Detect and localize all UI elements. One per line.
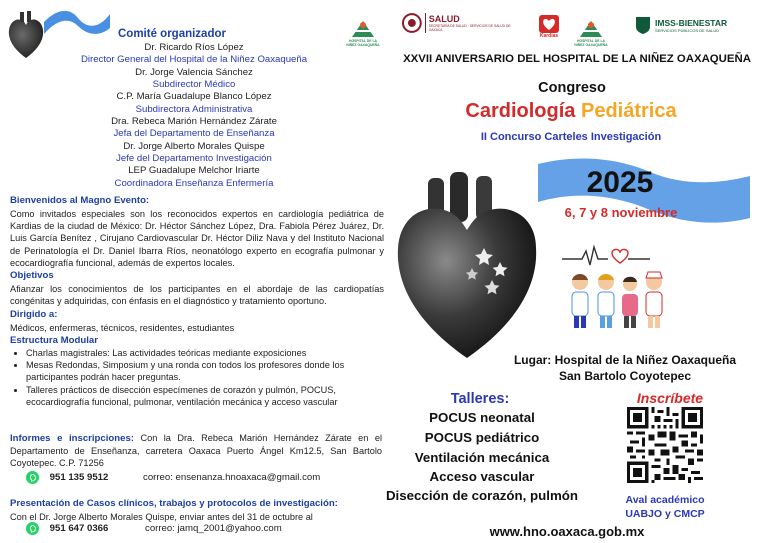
imss-title: IMSS-BIENESTAR xyxy=(655,17,728,28)
structure-item: • Mesas Redondas, Simposium y una ronda con todos los profesores donde los participantes podrán hacer preguntas. xyxy=(26,359,350,383)
member-name: Dr. Ricardo Ríos López xyxy=(144,42,244,53)
workshop-item: Disección de corazón, pulmón xyxy=(385,488,579,503)
workshop-item: Acceso vascular xyxy=(429,469,535,484)
member-role: Coordinadora Enseñanza Enfermería xyxy=(114,178,274,189)
member-role: Jefa del Departamento de Enseñanza xyxy=(113,128,275,139)
kardias-label: Kardias xyxy=(539,33,559,39)
info-email[interactable]: correo: ensenanza.hnoaxaca@gmail.com xyxy=(143,472,321,484)
register-label: Inscríbete xyxy=(636,390,704,406)
workshop-item: POCUS neonatal xyxy=(429,410,535,425)
objectives-title: Objetivos xyxy=(10,270,54,281)
structure-item: • Talleres prácticos de disección especímenes de corazón y pulmón, POCUS, ecocardiografía funcional, pulmonar, ventilación mecánica y acceso vascular xyxy=(26,384,350,408)
congress-label: Congreso xyxy=(538,80,606,96)
salud-subtitle: SECRETARÍA DE SALUD · SERVICIOS DE SALUD DE OAXACA xyxy=(428,24,511,32)
whatsapp-icon xyxy=(26,522,39,535)
imss-emblem-icon xyxy=(634,15,652,35)
audience-title: Dirigido a: xyxy=(10,309,58,320)
workshop-item: Ventilación mecánica xyxy=(414,450,550,465)
event-dates: 6, 7 y 8 noviembre xyxy=(564,205,678,220)
hospital-logo-2 xyxy=(574,12,608,52)
heart-sculpture-large xyxy=(392,170,542,360)
member-name: Dr. Jorge Alberto Morales Quispe xyxy=(123,141,265,152)
info-phone[interactable]: 951 135 9512 xyxy=(49,472,109,484)
objectives-text: Afianzar los conocimientos de los participantes en el abordaje de las cardiopatías congénitas y adquiridas, con énfasis en el diagnóstico y tratamiento oportuno. xyxy=(10,284,384,307)
info-block xyxy=(10,432,382,470)
event-title xyxy=(440,100,702,123)
whatsapp-icon xyxy=(26,471,39,484)
workshop-item: POCUS pediátrico xyxy=(424,430,540,445)
welcome-text: Como invitados especiales son los reconocidos expertos en cardiología pediátrica de Kardias de la ciudad de México: Dr. Héctor Sánchez López, Dra. Fabiola Pérez Juárez, Dr. Luis García Benítez , Cirujano Cardiovascular Dr. Héctor Diliz Nava y del Instituto Nacional de Perinatología el Dr. Daniel Ibarra Ríos, neonatólogo experto en ecografía pulmonar y ecocardiografía funcional, además de expertos locales. xyxy=(10,209,384,268)
member-name: Dra. Rebeca Marión Hernández Zárate xyxy=(111,116,277,127)
endorsement-line1: Aval académico xyxy=(625,494,705,506)
member-role: Jefe del Departamento Investigación xyxy=(116,153,272,164)
website-link[interactable]: www.hno.oaxaca.gob.mx xyxy=(489,524,645,539)
kardias-heart-icon xyxy=(539,15,559,33)
structure-title: Estructura Modular xyxy=(10,335,98,346)
hospital-logo xyxy=(346,12,380,52)
structure-item: • Charlas magistrales: Las actividades teóricas mediante exposiciones xyxy=(26,347,350,359)
salud-emblem-icon xyxy=(402,13,422,33)
event-title-part1: Cardiología xyxy=(465,100,576,122)
cases-email[interactable]: correo: jamq_2001@yahoo.com xyxy=(145,523,282,535)
member-name: LEP Guadalupe Melchor Iriarte xyxy=(128,165,260,176)
member-role: Subdirector Médico xyxy=(152,79,236,90)
welcome-title: Bienvenidos al Magno Evento: xyxy=(10,195,150,206)
info-label: Informes e inscripciones: xyxy=(10,433,135,444)
children-doctors-illustration xyxy=(566,270,668,332)
venue-line1: Lugar: Hospital de la Niñez Oaxaqueña xyxy=(513,353,737,367)
member-role: Subdirectora Administrativa xyxy=(135,104,253,115)
hospital-logo-icon xyxy=(578,17,604,39)
kardias-logo xyxy=(532,12,566,42)
member-name: C.P. María Guadalupe Blanco López xyxy=(116,91,272,102)
cases-label: Presentación de Casos clínicos, trabajos y protocolos de investigación: xyxy=(10,498,338,509)
anniversary-title: XXVII ANIVERSARIO DEL HOSPITAL DE LA NIÑEZ OAXAQUEÑA xyxy=(403,53,751,65)
event-title-part2: Pediátrica xyxy=(580,100,677,122)
cases-phone[interactable]: 951 647 0366 xyxy=(49,523,109,535)
imss-subtitle: SERVICIOS PÚBLICOS DE SALUD xyxy=(655,27,720,33)
venue-line2: San Bartolo Coyotepec xyxy=(558,369,692,383)
cases-text: Con el Dr. Jorge Alberto Morales Quispe, enviar antes del 31 de octubre al xyxy=(10,512,313,522)
imss-bienestar-logo xyxy=(634,12,738,38)
audience-text: Médicos, enfermeras, técnicos, residentes, estudiantes xyxy=(10,323,235,333)
cases-contact xyxy=(26,522,282,535)
workshops-title: Talleres: xyxy=(450,391,510,407)
heartbeat-line-icon xyxy=(562,243,650,269)
blue-wave-decoration xyxy=(44,8,110,34)
hospital-caption-2: HOSPITAL DE LA NIÑEZ OAXAQUEÑA xyxy=(574,39,608,47)
committee-title: Comité organizador xyxy=(118,28,226,40)
salud-logo xyxy=(402,10,524,36)
info-text: Con la Dra. Rebeca Marión Hernández Zárate en el Departamento de Enseñanza, carretera Oaxaca Puerto Ángel Km12.5, San Bartolo Coyotepec. C.P. 71256 xyxy=(10,433,382,469)
hospital-logo-icon xyxy=(350,17,376,39)
structure-list xyxy=(10,347,350,408)
event-year: 2025 xyxy=(586,166,654,199)
hospital-caption: HOSPITAL DE LA NIÑEZ OAXAQUEÑA xyxy=(346,39,380,47)
member-name: Dr. Jorge Valencia Sánchez xyxy=(135,67,253,78)
info-contact xyxy=(26,471,320,484)
salud-title: SALUD xyxy=(428,14,460,24)
qr-code[interactable] xyxy=(627,407,703,483)
member-role: Director General del Hospital de la Niñez Oaxaqueña xyxy=(80,54,308,65)
endorsement-line2: UABJO y CMCP xyxy=(625,508,705,520)
contest-subtitle: II Concurso Carteles Investigación xyxy=(480,131,662,143)
